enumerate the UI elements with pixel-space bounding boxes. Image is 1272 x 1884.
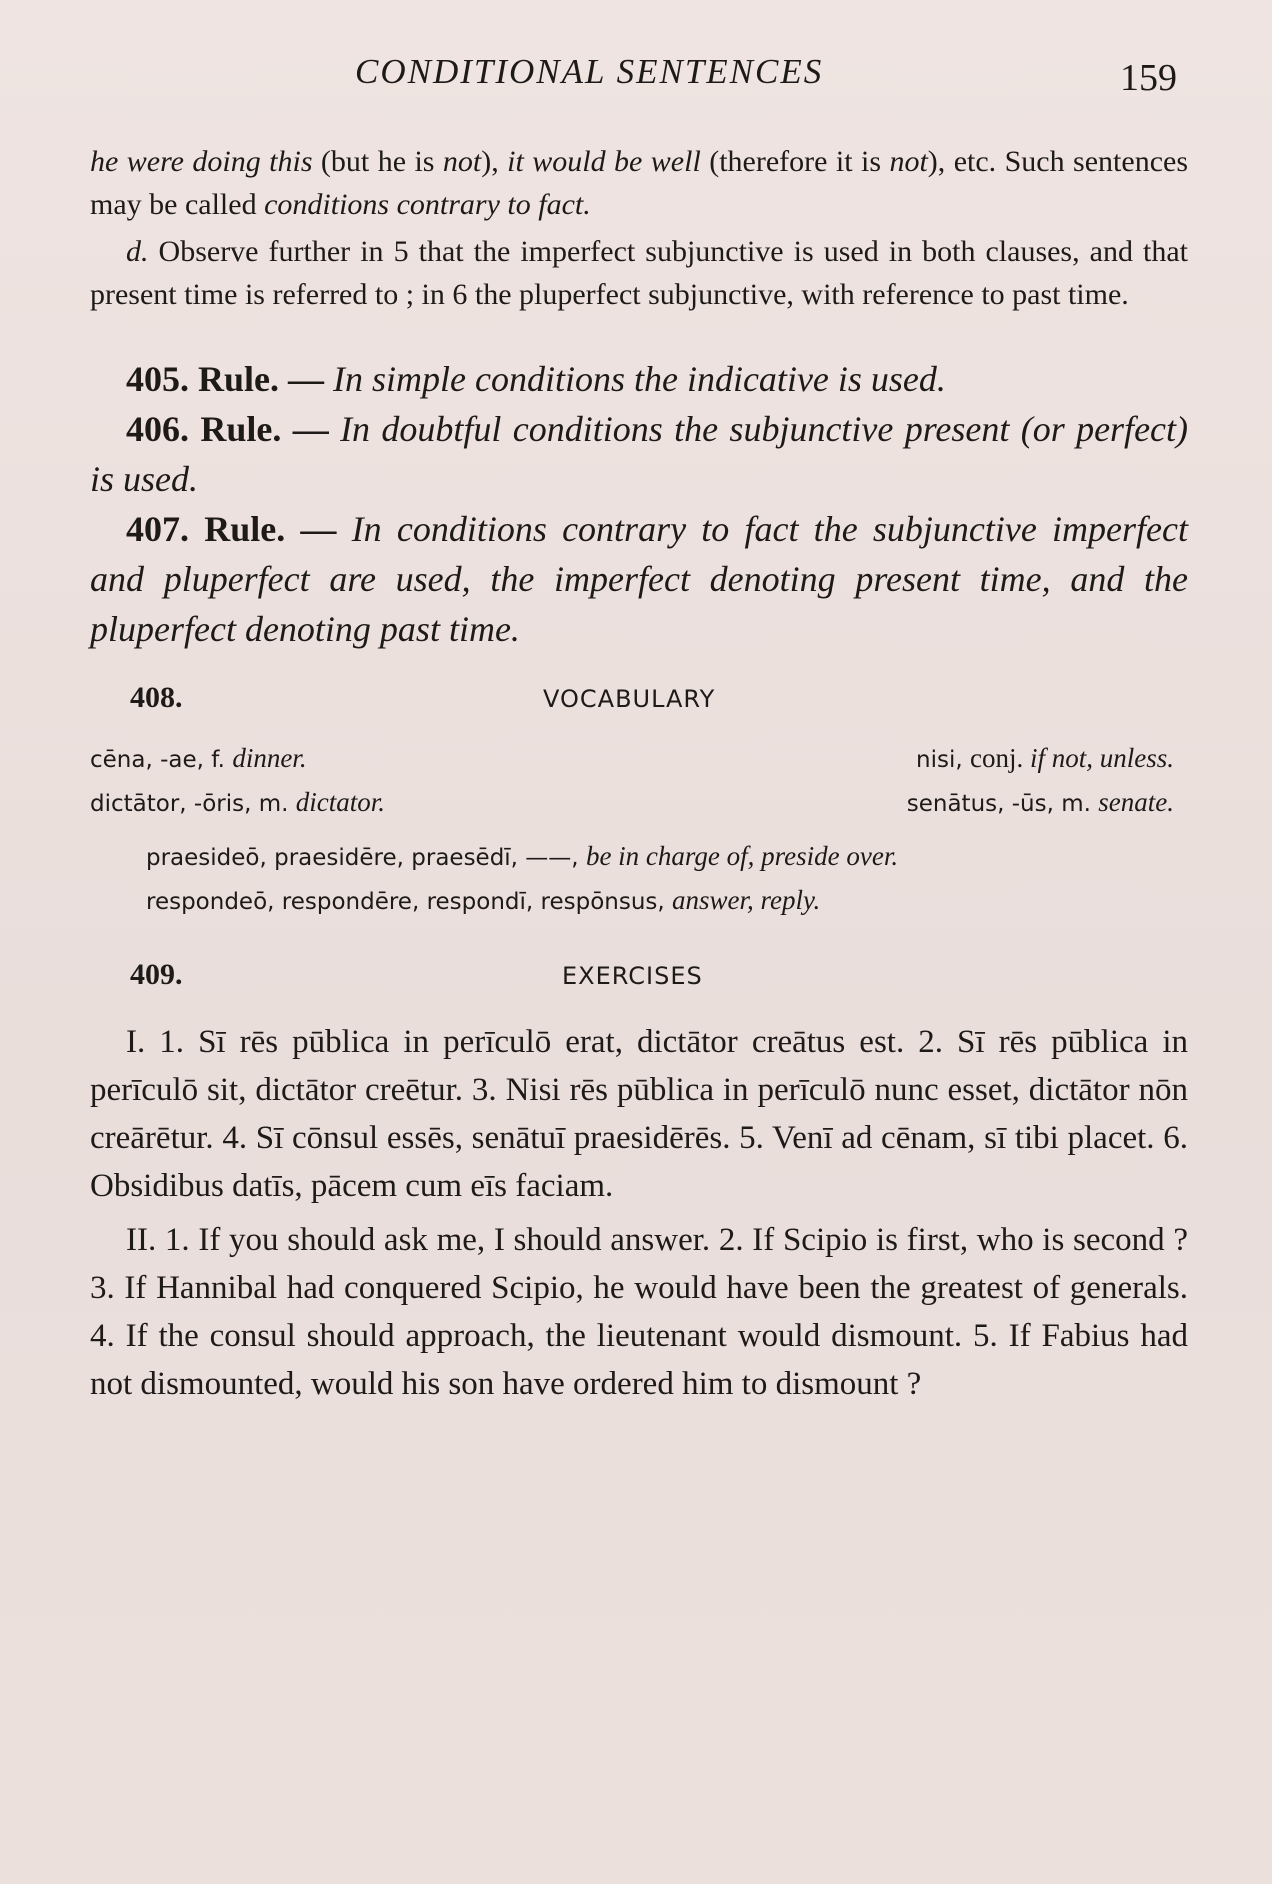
vocab-definition: senate. <box>1098 787 1174 817</box>
vocab-row <box>90 737 1188 781</box>
vocab-word: dictātor, -ōris, m. <box>90 791 296 817</box>
section-number: 408. <box>130 681 183 714</box>
vocab-entry-praesideo <box>90 835 1188 879</box>
vocabulary-heading <box>90 676 1188 721</box>
rule-label: Rule. — <box>189 409 341 449</box>
intro-paragraph-2 <box>90 230 1188 316</box>
section-title: EXERCISES <box>562 962 703 990</box>
vocab-entry-senatus <box>907 781 1174 825</box>
section-number: 409. <box>130 958 183 991</box>
rule-number: 406. <box>126 409 189 449</box>
intro-italic-4: not <box>889 145 928 178</box>
rule-406 <box>90 404 1188 504</box>
vocab-entry-dictator <box>90 781 385 825</box>
vocab-definition: dictator. <box>295 787 386 817</box>
page-number: 159 <box>1120 57 1177 99</box>
rule-text: In doubtful conditions the subjunctive present (or perfect) is used. <box>90 409 1189 499</box>
exercises-part-2: II. 1. If you should ask me, I should answer. 2. If Scipio is first, who is second ? 3. If Hannibal had conquered Scipio, he would have been the greatest of generals. 4. If the consul should approach, the lieutenant would dismount. 5. If Fabius had not dismounted, would his son have ordered him to dismount ? <box>90 1222 1188 1402</box>
rule-number: 407. <box>126 509 189 549</box>
rule-label: Rule. — <box>189 359 333 399</box>
vocab-row <box>90 781 1188 825</box>
vocab-definition: be in charge of, preside over. <box>585 841 899 871</box>
vocab-word: praesideō, praesidēre, praesēdī, ——, <box>146 845 586 871</box>
vocab-entry-respondeo <box>90 879 1188 923</box>
rule-text: In simple conditions the indicative is used. <box>333 359 946 399</box>
intro-letter: d. <box>126 235 149 268</box>
exercises-part-1: I. 1. Sī rēs pūblica in perīculō erat, dictātor creātus est. 2. Sī rēs pūblica in perīculō sit, dictātor creētur. 3. Nisi rēs pūblica in perīculō nunc esset, dictātor nōn creārētur. 4. Sī cōnsul essēs, senātuī praesidērēs. 5. Venī ad cēnam, sī tibi placet. 6. Obsidibus datīs, pācem cum eīs faciam. <box>90 1024 1188 1204</box>
intro-paragraph-1 <box>90 140 1188 226</box>
vocab-entry-nisi <box>916 737 1174 781</box>
vocab-definition: answer, reply. <box>672 885 821 915</box>
rule-407 <box>90 504 1188 654</box>
vocab-word: nisi, <box>916 747 970 773</box>
vocab-grammar: conj. <box>969 743 1030 773</box>
intro-italic-1: he were doing this <box>90 145 313 178</box>
page-body <box>90 140 1188 1408</box>
running-header: CONDITIONAL SENTENCES <box>355 52 824 91</box>
rule-405 <box>90 354 1188 404</box>
vocab-entry-cena <box>90 737 307 781</box>
vocab-word: cēna, -ae, f. <box>90 747 233 773</box>
intro-italic-3: it would be well <box>507 145 701 178</box>
vocab-definition: if not, unless. <box>1029 743 1174 773</box>
intro-text-4: ), etc. Such sentences may be called <box>90 145 1188 221</box>
rule-number: 405. <box>126 359 189 399</box>
intro-text-3: (therefore it is <box>700 145 890 178</box>
vocabulary-list <box>90 737 1188 923</box>
intro-text-1: (but he is <box>312 145 443 178</box>
vocab-word: respondeō, respondēre, respondī, respōnsus, <box>146 889 673 915</box>
rule-text: In conditions contrary to fact the subjunctive imperfect and pluperfect are used, the imperfect denoting present time, and the pluperfect denoting past time. <box>90 509 1189 649</box>
intro-italic-5: conditions contrary to fact. <box>264 188 591 221</box>
exercises-heading <box>90 953 1188 998</box>
intro-text-5: Observe further in 5 that the imperfect subjunctive is used in both clauses, and that present time is referred to ; in 6 the pluperfect subjunctive, with reference to past time. <box>90 235 1188 311</box>
section-title: VOCABULARY <box>543 685 716 713</box>
rule-label: Rule. — <box>189 509 352 549</box>
vocab-word: senātus, -ūs, m. <box>906 791 1099 817</box>
intro-italic-2: not <box>442 145 482 178</box>
intro-text-2: ), <box>481 145 508 178</box>
vocab-definition: dinner. <box>232 743 307 773</box>
